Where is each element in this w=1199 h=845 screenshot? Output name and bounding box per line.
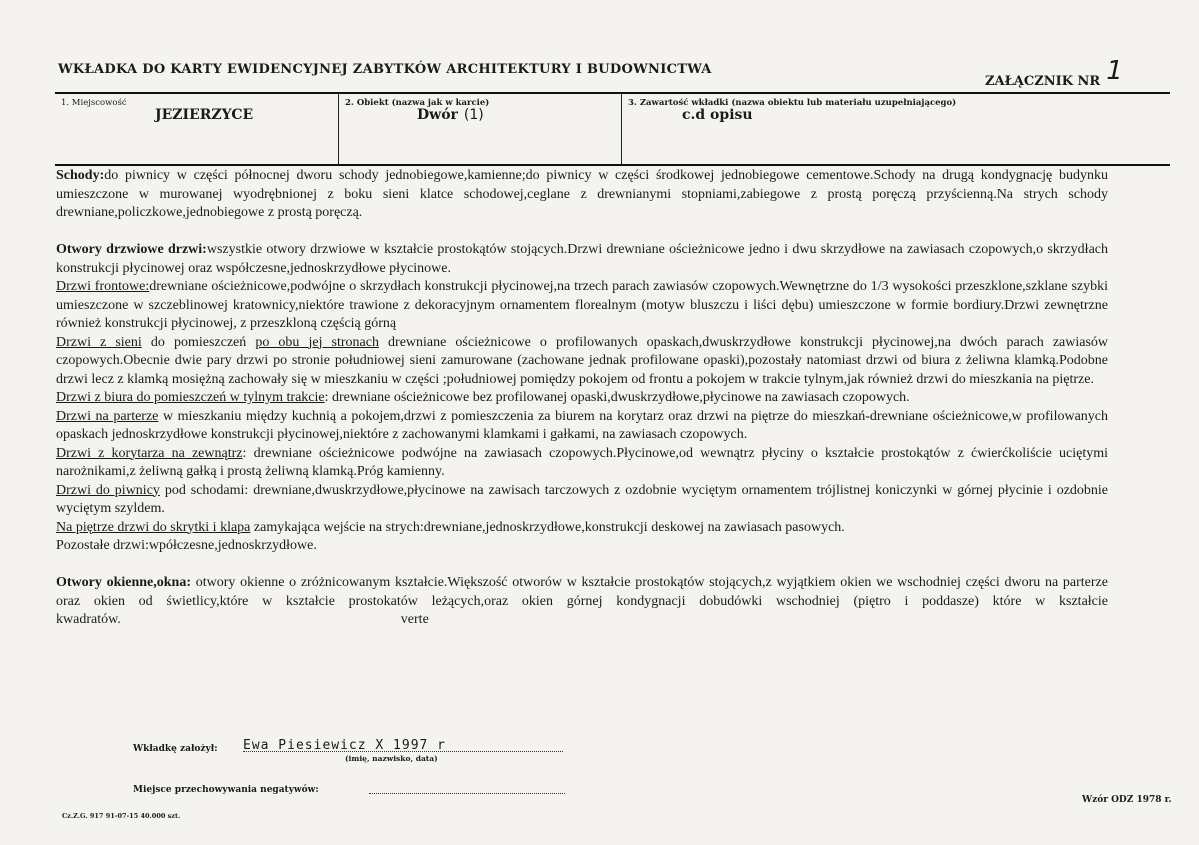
print-info: Cz.Z.G. 917 91-07-15 40.000 szt. [62,812,181,820]
corridor-doors-label: Drzwi z korytarza na zewnątrz [56,445,243,461]
front-doors-text: drewniane ościeżnicowe,podwójne o skrzydłach konstrukcji płycinowej,na trzech parach zawiasów czopowych.Wewnętrzne do 1/3 wysokości przeszklone,szklane szybki umieszczone w szczeblinowej kratownicy,niektóre trawione z dekoracyjnym ornamentem florealnym (motyw bluszczu i liści dębu) umieszczone w formie bordiury.Drzwi zewnętrzne również konstrukcji płycinowej, z przeszkloną częścią górną [56,279,1108,331]
upstairs-doors-text: zamykająca wejście na strych:drewniane,jednoskrzydłowe,konstrukcji deskowej na zawiasach pasowych. [253,519,845,535]
other-doors-paragraph: Pozostałe drzwi:wpółczesne,jednoskrzydłowe. [56,538,317,553]
object-label: 2. Obiekt (nazwa jak w karcie) [345,98,490,108]
stairs-heading: Schody: [56,168,105,183]
attachment-number-value: 1 [1103,56,1126,86]
locality-value: JEZIERZYCE [155,107,254,123]
corridor-doors-text: : drewniane ościeżnicowe podwójne na zawiasach czopowych.Płycinowe,od wewnątrz płyciny o kształcie prostokątów z ćwierćkoliście uciętymi narożnikami,z żeliwną gałką i prostą żeliwną klamką.Próg kamienny. [56,445,1108,479]
content-cell [621,94,1171,164]
hall-doors-label-2: po obu jej stronach [255,334,379,350]
author-line [133,738,447,763]
cellar-doors-paragraph [56,482,1108,519]
form-title: WKŁADKA DO KARTY EWIDENCYJNEJ ZABYTKÓW ARCHITEKTURY I BUDOWNICTWA [58,62,712,77]
description-body [56,167,1108,630]
hall-doors-text: drewniane ościeżnicowe o profilowanych opaskach,dwuskrzydłowe konstrukcji płycinowej,na dwóch parach zawiasów czopowych.Obecnie dwie pary drzwi po stronie południowej sieni zamurowane (zachowane jednak profilowane opaski),pozostały natomiast drzwi od biura z żeliwna klamką.Podobne drzwi lecz z klamką mosiężną zachowały się w mieszkaniu w części ;południowej pomiędzy pokojem od frontu a pokojem w trakcie tylnym,jak również drzwi do mieszkania na piętrze. [56,334,1109,387]
windows-paragraph [56,574,1108,630]
author-label: Wkładkę założył: [133,744,218,754]
doors-paragraph [56,241,1108,278]
header-fields-box [55,92,1170,166]
content-value: c.d opisu [682,107,753,123]
object-value-wrap [417,107,484,123]
negatives-dotted-line [369,793,565,794]
form-model: Wzór ODZ 1978 r. [1082,795,1172,805]
author-hint: (imię, nazwisko, data) [345,754,438,763]
windows-text: otwory okienne o zróżnicowanym kształcie.Większość otworów w kształcie prostokątów stojących,z wyjątkiem okien we wschodniej części dworu na parterze oraz okien od świetlicy,które w kształcie prostokatów leżących,oraz okien górnej kondygnacji dobudówki wschodniej (piętro i poddasze) które w kształcie kwadratów. [56,575,1108,627]
corridor-doors-paragraph [56,445,1108,482]
upstairs-doors-paragraph [56,519,1108,538]
front-doors-paragraph [56,278,1108,334]
upstairs-doors-label: Na piętrze drzwi do skrytki i klapa [56,519,251,535]
stairs-text: do piwnicy w części północnej dworu schody jednobiegowe,kamienne;do piwnicy w części środkowej jednobiegowe cementowe.Schody na drugą kondygnację budynku umieszczone w murowanej wyodrębnionej z boku sieni klatce schodowej,ceglane z drewnianymi stopniami,zabiegowe z prostą poręczą przyścienną.Na strych schody drewniane,policzkowe,jednobiegowe z prostą poręczą. [56,168,1108,220]
locality-cell [55,94,338,164]
verte-note: verte [400,612,429,627]
attachment-label: ZAŁĄCZNIK NR [985,74,1101,89]
hall-doors-paragraph [56,334,1108,390]
doors-heading: Otwory drzwiowe drzwi: [56,242,207,257]
content-label: 3. Zawartość wkładki (nazwa obiektu lub materiału uzupełniającego) [628,98,957,108]
office-doors-label: Drzwi z biura do pomieszczeń w tylnym trakcie [56,390,325,405]
office-doors-paragraph [56,389,1108,408]
ground-doors-label: Drzwi na parterze [56,408,159,424]
hall-doors-mid: do pomieszczeń [150,334,247,350]
object-handwritten-note: (1) [463,107,484,123]
windows-heading: Otwory okienne,okna: [56,575,191,590]
cellar-doors-text: pod schodami: drewniane,dwuskrzydłowe,płycinowe na zawisach tarczowych z ozdobnie wyciętym ornamentem trójlistnej koniczynki w górnej płycinie i ozdobnie wyciętym szyldem. [56,482,1109,516]
ground-doors-paragraph [56,408,1108,445]
doors-text: wszystkie otwory drzwiowe w kształcie prostokątów stojących.Drzwi drewniane ościeżnicowe jedno i dwu skrzydłowe na zawiasach czopowych,o skrzydłach konstrukcji płycinowej oraz współczesne,jednoskrzydłowe płycinowe. [56,242,1108,276]
stairs-paragraph [56,167,1108,223]
author-value: Ewa Piesiewicz X 1997 r [243,738,447,753]
hall-doors-label: Drzwi z sieni [56,334,142,350]
ground-doors-text: w mieszkaniu między kuchnią a pokojem,drzwi z pomieszczenia za biurem na korytarz oraz drzwi na piętrze do mieszkań-drewniane ościeżnicowe,w profilowanych opaskach jednoskrzydłowe konstrukcji płycinowej,niektóre z zachowanymi klamkami i gałkami, na zawiasach czopowych. [56,408,1108,442]
office-doors-text: : drewniane ościeżnicowe bez profilowanej opaski,dwuskrzydłowe,płycinowe na zawiasach czopowych. [324,390,910,405]
attachment-number [985,56,1126,92]
cellar-doors-label: Drzwi do piwnicy [56,482,160,498]
front-doors-label: Drzwi frontowe: [56,279,150,294]
object-value: Dwór [417,107,458,123]
locality-label: 1. Miejscowość [61,98,127,108]
negatives-line [133,785,319,795]
negatives-label: Miejsce przechowywania negatywów: [133,785,319,795]
object-cell [338,94,622,164]
